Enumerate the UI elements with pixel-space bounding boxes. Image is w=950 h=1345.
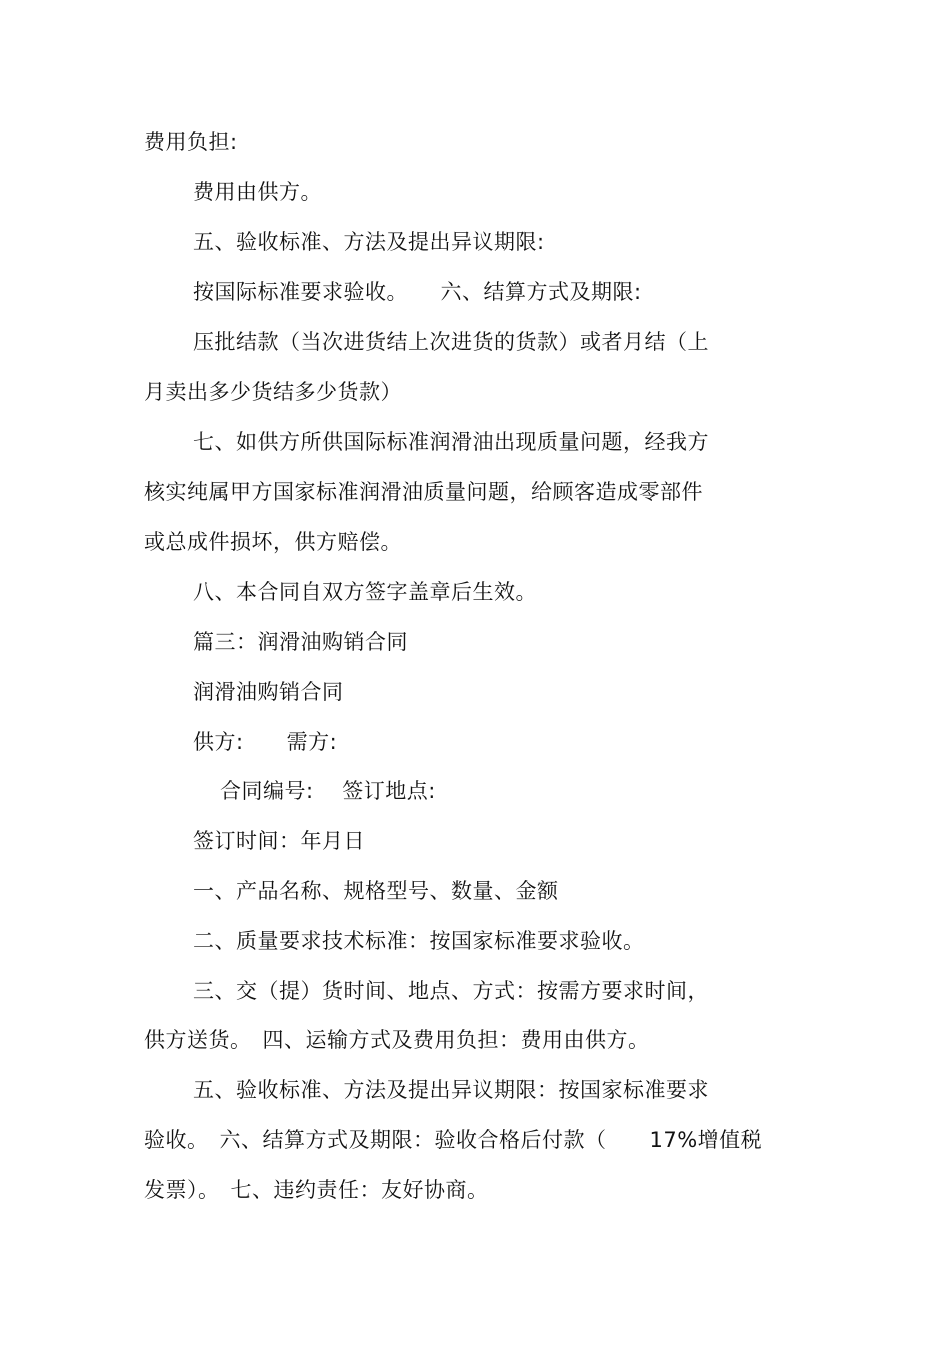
text-line-2: 费用由供方。 <box>193 180 322 204</box>
text-line-14: 合同编号: 签订地点: <box>220 779 436 803</box>
text-line-20: 五、验收标准、方法及提出异议期限：按国家标准要求 <box>193 1078 709 1102</box>
text-line-17: 二、质量要求技术标准：按国家标准要求验收。 <box>193 929 645 953</box>
text-line-19: 供方送货。 四、运输方式及费用负担：费用由供方。 <box>144 1028 650 1052</box>
text-line-6: 月卖出多少货结多少货款） <box>144 380 402 404</box>
text-line-13: 供方: 需方: <box>193 730 338 754</box>
text-line-16: 一、产品名称、规格型号、数量、金额 <box>193 879 559 903</box>
text-line-22: 发票）。 七、违约责任：友好协商。 <box>144 1178 489 1202</box>
text-line-21: 验收。 六、结算方式及期限：验收合格后付款（ 17%增值税 <box>144 1128 763 1152</box>
text-line-12: 润滑油购销合同 <box>193 680 344 704</box>
text-line-10: 八、本合同自双方签字盖章后生效。 <box>193 580 537 604</box>
text-line-7: 七、如供方所供国际标准润滑油出现质量问题，经我方 <box>193 430 709 454</box>
text-line-11: 篇三：润滑油购销合同 <box>193 630 408 654</box>
text-line-4: 按国际标准要求验收。 六、结算方式及期限: <box>193 280 642 304</box>
text-line-5: 压批结款（当次进货结上次进货的货款）或者月结（上 <box>193 330 709 354</box>
text-line-18: 三、交（提）货时间、地点、方式：按需方要求时间， <box>193 979 709 1003</box>
text-line-3: 五、验收标准、方法及提出异议期限: <box>193 230 545 254</box>
text-line-1: 费用负担: <box>144 130 238 154</box>
text-line-8: 核实纯属甲方国家标准润滑油质量问题，给顾客造成零部件 <box>144 480 703 504</box>
text-line-15: 签订时间：年月日 <box>193 829 365 853</box>
text-line-9: 或总成件损坏，供方赔偿。 <box>144 530 402 554</box>
